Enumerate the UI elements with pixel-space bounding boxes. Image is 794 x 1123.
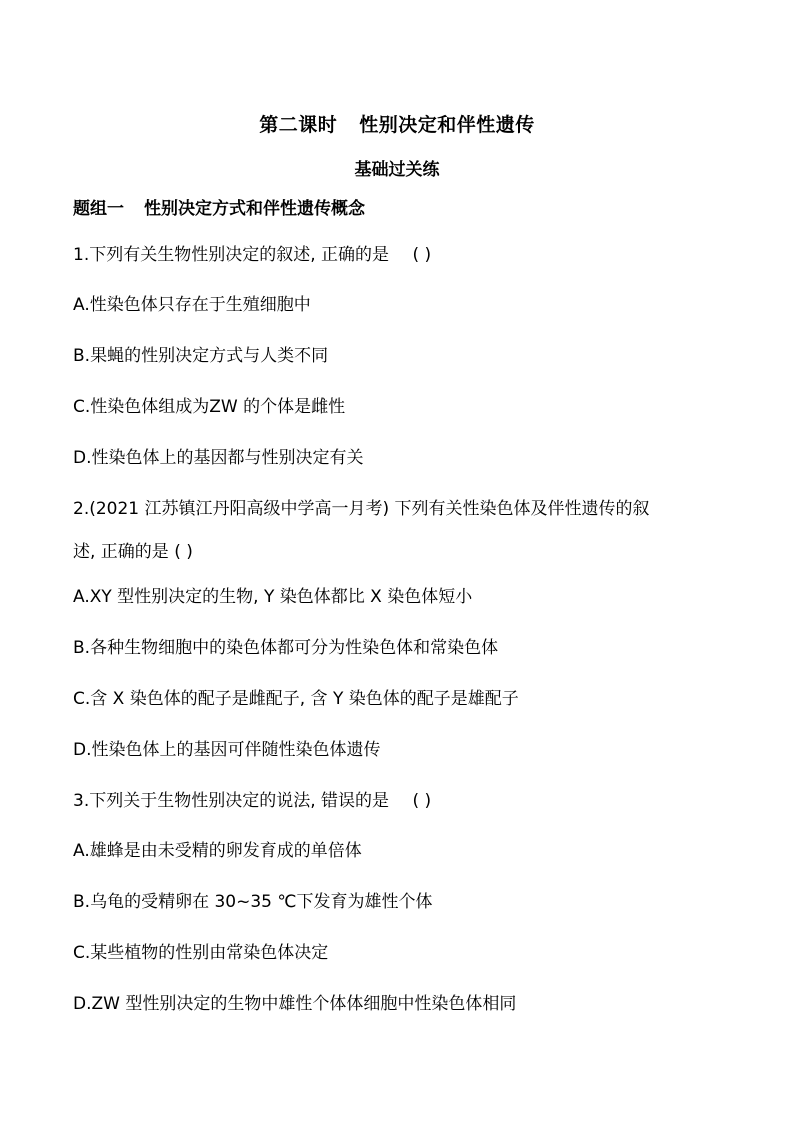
question-1-option-d: D.性染色体上的基因都与性别决定有关 [73,448,364,468]
answer-blank: ( ) [412,791,432,811]
question-3-option-d: D.ZW 型性别决定的生物中雄性个体体细胞中性染色体相同 [73,994,517,1014]
question-3-stem: 3.下列关于生物性别决定的说法, 错误的是 ( ) [73,791,432,811]
answer-blank: ( ) [412,245,432,265]
question-2-option-b: B.各种生物细胞中的染色体都可分为性染色体和常染色体 [73,638,499,658]
question-3-option-b: B.乌龟的受精卵在 30~35 ℃下发育为雄性个体 [73,892,433,912]
group-label: 题组一 [73,199,124,219]
question-2-option-c: C.含 X 染色体的配子是雌配子, 含 Y 染色体的配子是雄配子 [73,689,519,709]
question-3-option-a: A.雄蜂是由未受精的卵发育成的单倍体 [73,841,362,861]
question-2-option-a: A.XY 型性别决定的生物, Y 染色体都比 X 染色体短小 [73,587,473,607]
question-1-option-c: C.性染色体组成为ZW 的个体是雌性 [73,397,346,417]
section-title: 基础过关练 [354,160,440,180]
question-1-option-a: A.性染色体只存在于生殖细胞中 [73,295,311,315]
answer-blank: ( ) [174,542,193,562]
topic-label: 性别决定和伴性遗传 [359,114,535,136]
page-title [0,110,794,137]
lesson-label: 第二课时 [259,114,338,136]
group-title: 性别决定方式和伴性遗传概念 [144,199,365,219]
question-2-stem: 2.(2021 江苏镇江丹阳高级中学高一月考) 下列有关性染色体及伴性遗传的叙 [73,499,650,519]
group-heading [73,194,365,219]
question-2-option-d: D.性染色体上的基因可伴随性染色体遗传 [73,740,381,760]
question-3-option-c: C.某些植物的性别由常染色体决定 [73,943,329,963]
question-1-stem: 1.下列有关生物性别决定的叙述, 正确的是 ( ) [73,245,432,265]
question-1-option-b: B.果蝇的性别决定方式与人类不同 [73,346,329,366]
question-2-stem-cont: 述, 正确的是 ( ) [73,542,193,562]
